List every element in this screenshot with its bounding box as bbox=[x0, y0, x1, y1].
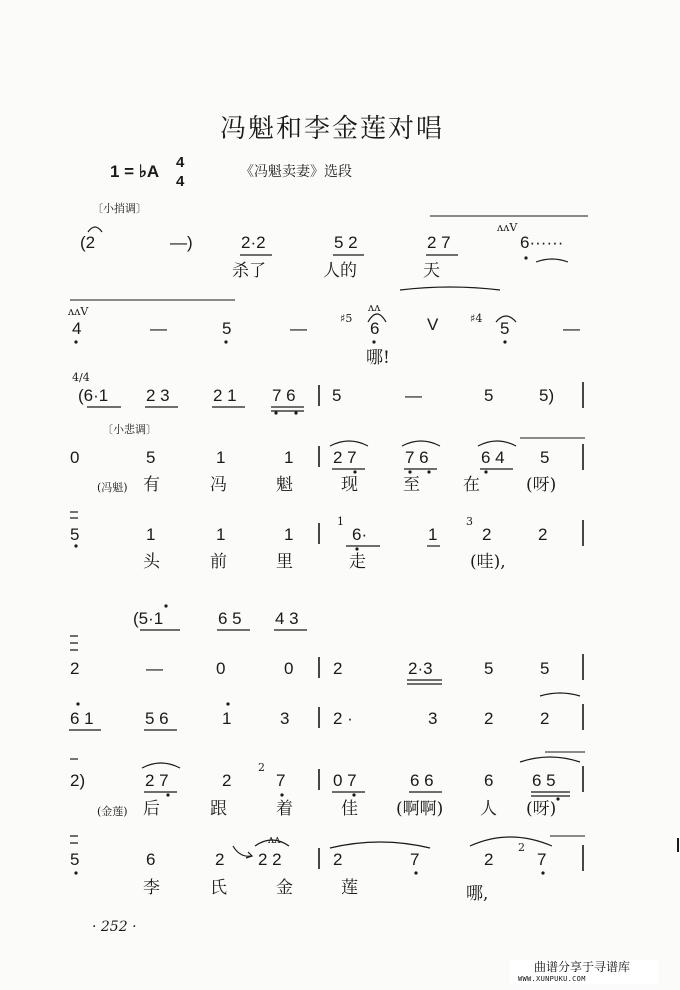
lyric: 有 bbox=[143, 475, 160, 495]
jianpu-note: 5 bbox=[540, 659, 550, 678]
role-label: (冯魁) bbox=[97, 481, 128, 494]
jianpu-note: 2 bbox=[538, 525, 548, 544]
jianpu-note: 2 7 bbox=[427, 233, 451, 252]
lyric: 杀了 bbox=[232, 261, 266, 281]
slur-arcs bbox=[88, 227, 580, 848]
jianpu-note: 6 6 bbox=[410, 771, 434, 790]
mordent-mark: ᴧᴧV bbox=[68, 305, 89, 318]
lyric: 在 bbox=[463, 475, 480, 495]
time-signature-bottom: 4 bbox=[176, 173, 185, 190]
jianpu-note: 7 bbox=[537, 850, 547, 869]
tune-label-xiao-bei-diao: 〔小悲调〕 bbox=[102, 423, 157, 436]
jianpu-note: 5 bbox=[146, 448, 156, 467]
jianpu-note: 2) bbox=[70, 771, 86, 790]
jianpu-note: 5 2 bbox=[334, 233, 358, 252]
jianpu-note: —) bbox=[170, 233, 193, 252]
bracket-mark bbox=[70, 636, 78, 650]
jianpu-note: (6·1 bbox=[78, 386, 109, 405]
jianpu-note: 2 bbox=[333, 850, 343, 869]
jianpu-note: 1 bbox=[284, 448, 294, 467]
jianpu-note: 7 bbox=[276, 771, 286, 790]
lyric: 着 bbox=[276, 799, 293, 819]
lyric: 哪! bbox=[366, 348, 390, 368]
jianpu-note: 4 3 bbox=[275, 609, 299, 628]
lyric: 跟 bbox=[210, 799, 227, 819]
jianpu-note: 6 bbox=[370, 319, 380, 338]
key-signature: 1 = ♭A bbox=[110, 162, 160, 181]
jianpu-note: 0 bbox=[284, 659, 294, 678]
lyric: (呀) bbox=[526, 475, 557, 495]
jianpu-note: 6 1 bbox=[70, 709, 94, 728]
lyric: 天 bbox=[423, 261, 440, 281]
song-title: 冯魁和李金莲对唱 bbox=[220, 114, 445, 144]
grace-note: 2 bbox=[258, 761, 265, 774]
jianpu-note: 5 bbox=[222, 319, 232, 338]
jianpu-note: 5) bbox=[539, 386, 555, 405]
jianpu-note: 2·2 bbox=[241, 233, 266, 252]
jianpu-note: 2 3 bbox=[146, 386, 170, 405]
jianpu-note: 6······ bbox=[520, 233, 564, 252]
jianpu-note: — bbox=[405, 386, 422, 405]
lyric: 氏 bbox=[210, 878, 227, 898]
lyric: 金 bbox=[276, 878, 293, 898]
jianpu-note: 1 bbox=[284, 525, 294, 544]
jianpu-note: — bbox=[150, 319, 167, 338]
jianpu-note: 5 bbox=[500, 319, 510, 338]
mordent-mark: ᴧᴧV bbox=[497, 221, 518, 234]
jianpu-note: 2 bbox=[540, 709, 550, 728]
jianpu-note: 2 bbox=[484, 850, 494, 869]
jianpu-note: (5·1 bbox=[133, 609, 164, 628]
credit-text: 曲谱分享于寻谱库 bbox=[534, 960, 631, 974]
lyric: 魁 bbox=[276, 475, 293, 495]
jianpu-note: 7 bbox=[410, 850, 420, 869]
grace-note: ♯4 bbox=[470, 312, 483, 325]
jianpu-note: 2 2 bbox=[258, 850, 282, 869]
jianpu-note: 6 5 bbox=[218, 609, 242, 628]
role-label: (金莲) bbox=[97, 805, 128, 818]
tune-label-xiao-zhao-diao: 〔小捎调〕 bbox=[92, 202, 147, 215]
jianpu-note: — bbox=[146, 659, 163, 678]
jianpu-note: 5 bbox=[70, 525, 80, 544]
lyric: 里 bbox=[276, 552, 293, 572]
jianpu-note: 1 bbox=[146, 525, 156, 544]
jianpu-note: 2 · bbox=[333, 709, 353, 728]
breath-mark: V bbox=[427, 315, 439, 334]
arrow-curve bbox=[233, 846, 252, 856]
jianpu-note: 2 bbox=[70, 659, 80, 678]
lyric: 冯 bbox=[210, 475, 227, 495]
lyric: 人 bbox=[480, 799, 497, 819]
jianpu-note: 6 4 bbox=[481, 448, 505, 467]
lyric: (啊啊) bbox=[396, 799, 444, 819]
jianpu-note: 3 bbox=[280, 709, 290, 728]
jianpu-note: 2 bbox=[215, 850, 225, 869]
jianpu-note: 1 bbox=[222, 709, 232, 728]
jianpu-note: 5 bbox=[70, 850, 80, 869]
lyric: 前 bbox=[210, 552, 227, 572]
lyric: 走 bbox=[349, 552, 366, 572]
time-signature-top: 4 bbox=[176, 154, 185, 171]
jianpu-note: 6 bbox=[146, 850, 156, 869]
jianpu-note: 5 bbox=[332, 386, 342, 405]
jianpu-note: 5 6 bbox=[145, 709, 169, 728]
grace-note: 3 bbox=[466, 515, 473, 528]
jianpu-note: 6· bbox=[352, 525, 368, 544]
lyric: 人的 bbox=[323, 261, 357, 281]
jianpu-note: 7 6 bbox=[272, 386, 296, 405]
jianpu-note: 4 bbox=[72, 319, 82, 338]
jianpu-note: 1 bbox=[216, 448, 226, 467]
lyric: 哪, bbox=[466, 884, 489, 904]
jianpu-note: 1 bbox=[216, 525, 226, 544]
octave-dots bbox=[74, 256, 559, 874]
jianpu-note: 5 bbox=[540, 448, 550, 467]
lyric: 李 bbox=[143, 878, 160, 898]
source-note: 《冯魁卖妻》选段 bbox=[240, 164, 352, 180]
jianpu-note: 1 bbox=[428, 525, 438, 544]
jianpu-note: 2 7 bbox=[333, 448, 357, 467]
jianpu-note: — bbox=[290, 319, 307, 338]
jianpu-note: 2 bbox=[484, 709, 494, 728]
bracket-mark bbox=[70, 836, 78, 843]
arrow-head bbox=[246, 852, 252, 858]
jianpu-note: 6 5 bbox=[532, 771, 556, 790]
lyric: 佳 bbox=[341, 799, 358, 819]
jianpu-note: 2 bbox=[482, 525, 492, 544]
lyric: (呀) bbox=[526, 799, 557, 819]
jianpu-note: 2 bbox=[222, 771, 232, 790]
lyric: 莲 bbox=[341, 878, 358, 898]
grace-note: ♯5 bbox=[340, 312, 353, 325]
lyric: (哇), bbox=[470, 552, 506, 572]
jianpu-note: — bbox=[563, 319, 580, 338]
lyric: 后 bbox=[143, 799, 160, 819]
jianpu-note: 2·3 bbox=[408, 659, 433, 678]
meter-mark: 4/4 bbox=[72, 371, 90, 384]
credit-url: WWW.XUNPUKU.COM bbox=[518, 975, 586, 983]
jianpu-note: 3 bbox=[428, 709, 438, 728]
grace-note: 2 bbox=[518, 841, 525, 854]
jianpu-note: 2 1 bbox=[213, 386, 237, 405]
grace-note: 1 bbox=[337, 515, 344, 528]
page-number: · 252 · bbox=[92, 919, 137, 935]
jianpu-note: 2 7 bbox=[145, 771, 169, 790]
lyric: 至 bbox=[403, 475, 420, 495]
jianpu-note: 0 bbox=[70, 448, 80, 467]
lyric: 现 bbox=[341, 475, 358, 495]
jianpu-note: 7 6 bbox=[405, 448, 429, 467]
mordent-mark: ᴧᴧ bbox=[368, 301, 381, 314]
jianpu-note: 0 bbox=[216, 659, 226, 678]
jianpu-note: 5 bbox=[484, 386, 494, 405]
jianpu-note: 5 bbox=[484, 659, 494, 678]
jianpu-note: 6 bbox=[484, 771, 494, 790]
lyric: 头 bbox=[143, 552, 160, 572]
mordent-mark: ᴧᴧ bbox=[268, 833, 281, 846]
jianpu-note: 2 bbox=[333, 659, 343, 678]
jianpu-note: 0 7 bbox=[333, 771, 357, 790]
jianpu-note: (2 bbox=[80, 233, 96, 252]
